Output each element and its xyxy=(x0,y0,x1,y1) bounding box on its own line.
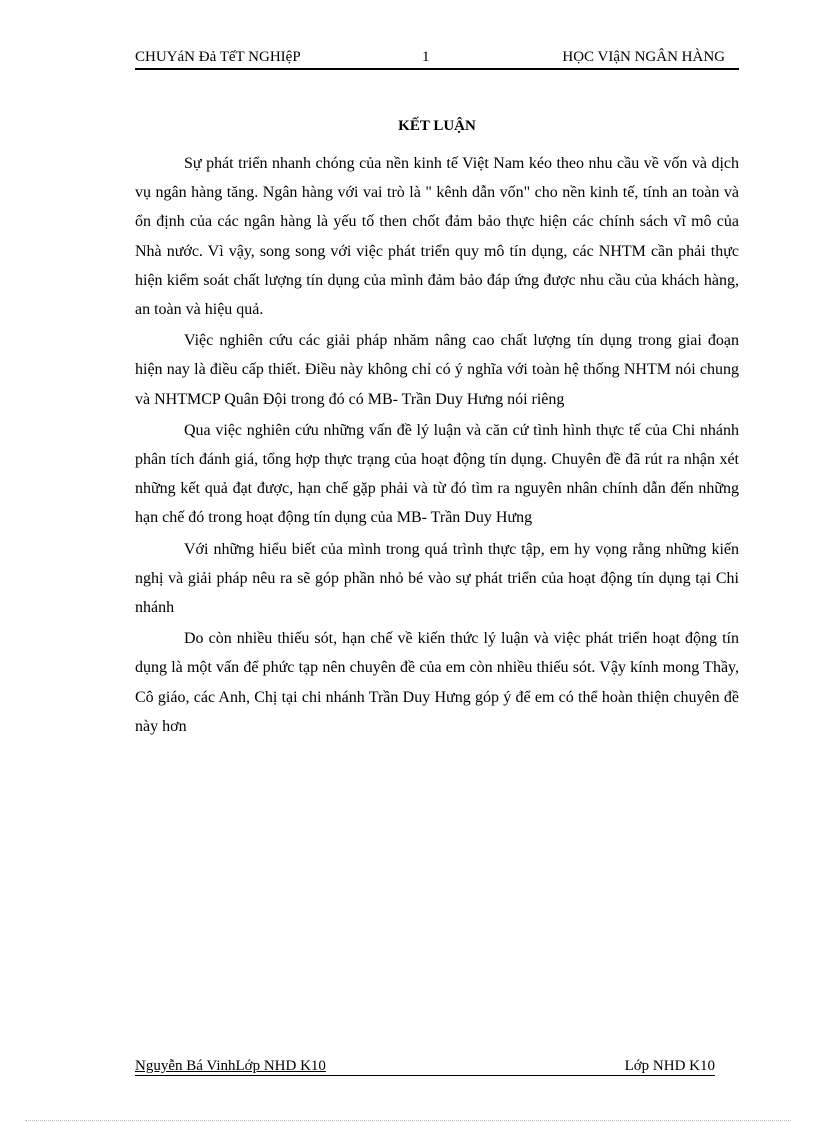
page-header xyxy=(135,48,739,70)
page-title: KẾT LUẬN xyxy=(398,118,476,134)
paragraph: Qua việc nghiên cứu những vấn đề lý luận và căn cứ tình hình thực tế của Chi nhánh phân tích đánh giá, tổng hợp thực trạng của hoạt động tín dụng. Chuyên đề đã rút ra nhận xét những kết quả đạt được, hạn chế gặp phải và từ đó tìm ra nguyên nhân chính dẫn đến những hạn chế đó trong hoạt động tín dụng của MB- Trần Duy Hưng xyxy=(135,421,739,527)
paragraph: Sự phát triển nhanh chóng của nền kinh tế Việt Nam kéo theo nhu cầu về vốn và dịch vụ ngân hàng tăng. Ngân hàng với vai trò là " kênh dẫn vốn" cho nền kinh tế, tính an toàn và ổn định của các ngân hàng là yếu tố then chốt đảm bảo thực hiện các chính sách vĩ mô của Nhà nước. Vì vậy, song song với việc phát triển quy mô tín dụng, các NHTM cần phải thực hiện kiểm soát chất lượng tín dụng của mình đảm bảo đáp ứng được nhu cầu của khách hàng, an toàn và hiệu quả. xyxy=(135,155,739,319)
page-boundary xyxy=(25,1120,791,1121)
document-body xyxy=(135,149,739,743)
header-left: CHUYáN Đả TếT NGHIệP xyxy=(135,49,301,65)
header-right: HỌC VIậN NGÂN HÀNG xyxy=(562,49,725,65)
page-footer xyxy=(135,1058,715,1076)
footer-right: Lớp NHD K10 xyxy=(624,1058,715,1074)
paragraph: Với những hiểu biết của mình trong quá trình thực tập, em hy vọng rằng những kiến nghị và giải pháp nêu ra sẽ góp phần nhỏ bé vào sự phát triển của hoạt động tín dụng tại Chi nhánh xyxy=(135,540,739,617)
paragraph: Việc nghiên cứu các giải pháp nhăm nâng cao chất lượng tín dụng trong giai đoạn hiện nay là điều cấp thiết. Điều này không chỉ có ý nghĩa với toàn hệ thống NHTM nói chung và NHTMCP Quân Đội trong đó có MB- Trần Duy Hưng nói riêng xyxy=(135,332,739,408)
page-number: 1 xyxy=(422,49,430,65)
footer-left: Nguyễn Bá VinhLớp NHD K10 xyxy=(135,1058,326,1074)
paragraph: Do còn nhiều thiếu sót, hạn chế về kiến thức lý luận và việc phát triển hoạt động tín dụng là một vấn để phức tạp nên chuyên đề của em còn nhiều thiếu sót. Vậy kính mong Thầy, Cô giáo, các Anh, Chị tại chi nhánh Trần Duy Hưng góp ý để em có thể hoàn thiện chuyên đề này hơn xyxy=(135,630,739,735)
